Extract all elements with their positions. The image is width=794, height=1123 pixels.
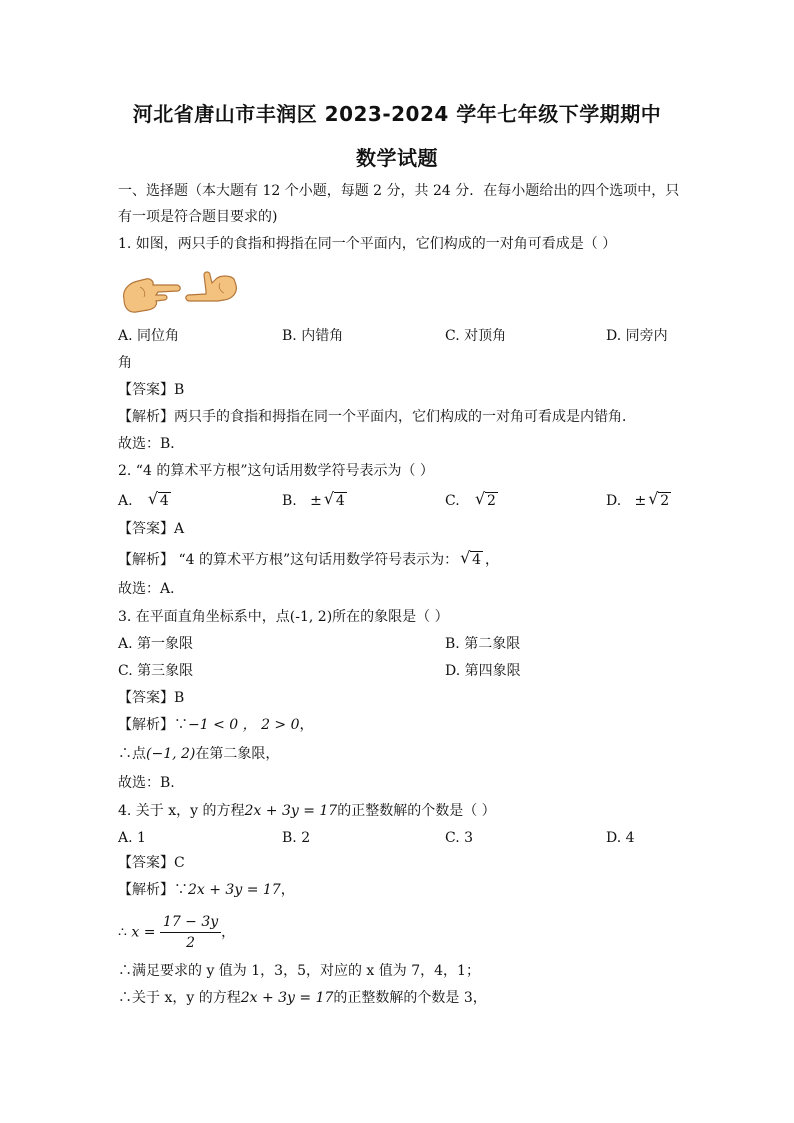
q2-answer: 【答案】A xyxy=(118,521,185,537)
q3-option-b: B. 第二象限 xyxy=(445,636,521,652)
section-intro-line2: 有一项是符合题目要求的) xyxy=(118,209,278,225)
q4-analysis-line2: ∴ x = $\frac{17 - 3y}{2}$ ， xyxy=(118,914,236,951)
q1-analysis: 【解析】两只手的食指和拇指在同一个平面内，它们构成的一对角可看成是内错角． xyxy=(118,409,636,425)
q2-choose: 故选：A． xyxy=(118,581,185,597)
q1-option-d-wrap: 角 xyxy=(118,355,132,371)
q3-choose: 故选：B. xyxy=(118,775,175,791)
q3-option-d: D. 第四象限 xyxy=(445,663,521,679)
q1-option-a: A. 同位角 xyxy=(118,328,180,344)
document-title-line2: 数学试题 xyxy=(356,146,438,170)
q2-option-c: C. √ 2 xyxy=(445,489,496,509)
q3-option-c: C. 第三象限 xyxy=(118,663,194,679)
q2-stem: 2. “4 的算术平方根”这句话用数学符号表示为（ ） xyxy=(118,463,434,479)
q2-option-d: D. ± √ 2 xyxy=(606,489,670,509)
q4-fraction: $\frac{17 - 3y}{2}$ xyxy=(160,912,221,953)
q2-analysis: 【解析】 “4 的算术平方根”这句话用数学符号表示为： √ 4 ， xyxy=(118,548,500,568)
q3-option-a: A. 第一象限 xyxy=(118,636,194,652)
section-intro-line1: 一、选择题（本大题有 12 个小题，每题 2 分，共 24 分．在每小题给出的四个选项中，只 xyxy=(118,183,680,199)
q2-option-b: B. ± √ 4 xyxy=(282,489,345,509)
document-title-line1: 河北省唐山市丰润区 2023-2024 学年七年级下学期期中 xyxy=(132,102,662,126)
q4-stem: 4. 关于 x，y 的方程2x + 3y = 17的正整数解的个数是（ ） xyxy=(118,803,496,819)
q1-option-c: C. 对顶角 xyxy=(445,328,507,344)
q1-answer: 【答案】B xyxy=(118,382,185,398)
q4-analysis-line1: 【解析】∵2x + 3y = 17， xyxy=(118,882,295,898)
two-hands-figure xyxy=(120,265,240,320)
q1-stem: 1. 如图，两只手的食指和拇指在同一个平面内，它们构成的一对角可看成是（ ） xyxy=(118,236,617,252)
q1-option-d: D. 同旁内 xyxy=(606,328,668,344)
q4-option-c: C. 3 xyxy=(445,830,474,846)
q3-analysis-line2: ∴点(−1, 2)在第二象限， xyxy=(118,746,280,762)
q4-option-b: B. 2 xyxy=(282,830,311,846)
q3-analysis-line1: 【解析】∵−1 < 0 ， 2 > 0， xyxy=(118,717,314,733)
q4-answer: 【答案】C xyxy=(118,855,185,871)
q4-analysis-line4: ∴关于 x，y 的方程2x + 3y = 17的正整数解的个数是 3， xyxy=(118,990,487,1006)
q3-stem: 3. 在平面直角坐标系中，点(-1, 2)所在的象限是（ ） xyxy=(118,609,449,625)
q4-option-a: A. 1 xyxy=(118,830,146,846)
q4-option-d: D. 4 xyxy=(606,830,635,846)
q1-choose: 故选：B． xyxy=(118,436,185,452)
q4-analysis-line3: ∴满足要求的 y 值为 1，3，5，对应的 x 值为 7，4，1； xyxy=(118,963,480,979)
q2-option-a: A. √ 4 xyxy=(118,489,169,509)
q3-answer: 【答案】B xyxy=(118,690,185,706)
q1-option-b: B. 内错角 xyxy=(282,328,344,344)
